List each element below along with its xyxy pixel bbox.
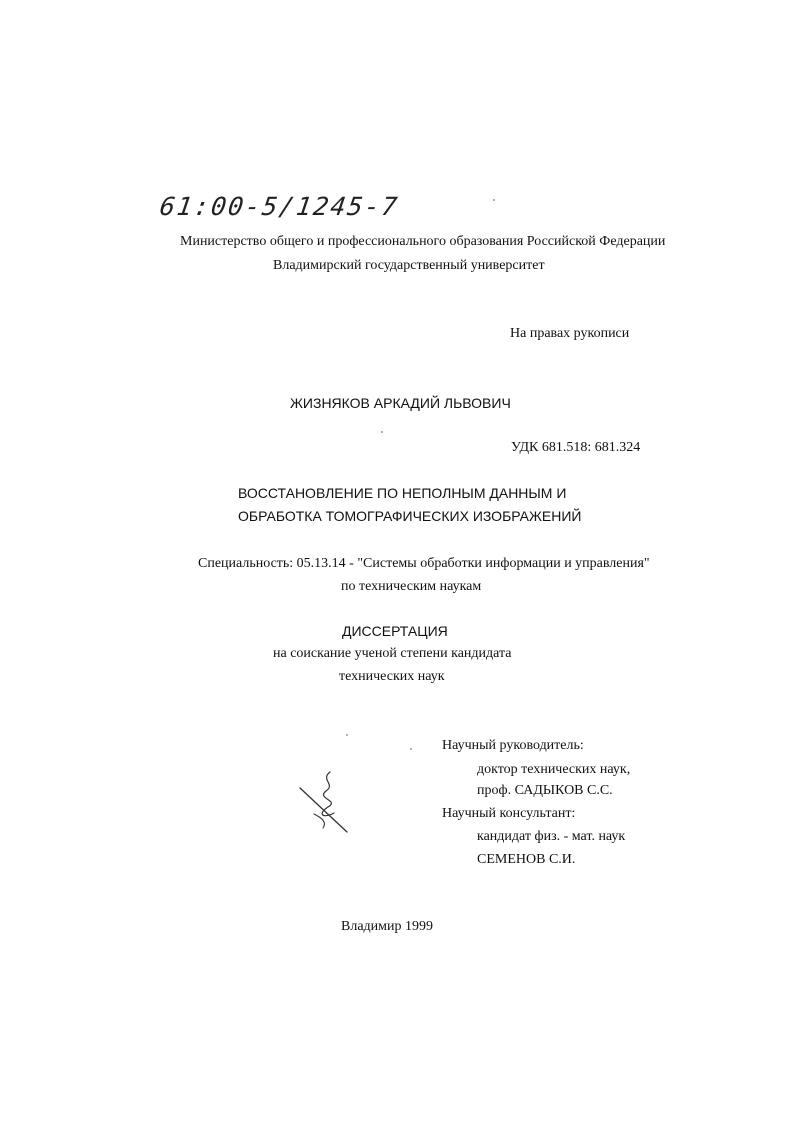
ministry-line: Министерство общего и профессионального образования Российской Федерации (180, 234, 666, 249)
handwritten-signature (292, 770, 362, 840)
specialty-line-2: по техническим наукам (341, 579, 482, 594)
consultant-degree: кандидат физ. - мат. наук (477, 829, 626, 844)
title-line-1: ВОССТАНОВЛЕНИЕ ПО НЕПОЛНЫМ ДАННЫМ И (238, 485, 567, 501)
scan-speck (410, 748, 412, 750)
consultant-label: Научный консультант: (442, 806, 576, 821)
place-and-year: Владимир 1999 (341, 919, 434, 934)
university-line: Владимирский государственный университет (273, 258, 545, 273)
scan-speck (346, 734, 348, 736)
supervisor-name: проф. САДЫКОВ С.С. (477, 783, 613, 798)
degree-line-1: на соискание ученой степени кандидата (273, 646, 512, 661)
supervisor-degree: доктор технических наук, (477, 762, 631, 777)
registry-number: 61:00-5/1245-7 (157, 192, 401, 221)
manuscript-rights-label: На правах рукописи (510, 326, 630, 341)
author-name: ЖИЗНЯКОВ АРКАДИЙ ЛЬВОВИЧ (290, 395, 511, 411)
specialty-line-1: Специальность: 05.13.14 - "Системы обработки информации и управления" (198, 556, 650, 571)
degree-line-2: технических наук (339, 669, 445, 684)
supervisor-label: Научный руководитель: (442, 738, 584, 753)
scan-speck (381, 431, 383, 433)
udc-code: УДК 681.518: 681.324 (511, 440, 641, 455)
title-line-2: ОБРАБОТКА ТОМОГРАФИЧЕСКИХ ИЗОБРАЖЕНИЙ (238, 508, 582, 524)
dissertation-label: ДИССЕРТАЦИЯ (342, 623, 448, 639)
consultant-name: СЕМЕНОВ С.И. (477, 852, 576, 867)
scan-speck (493, 199, 495, 201)
